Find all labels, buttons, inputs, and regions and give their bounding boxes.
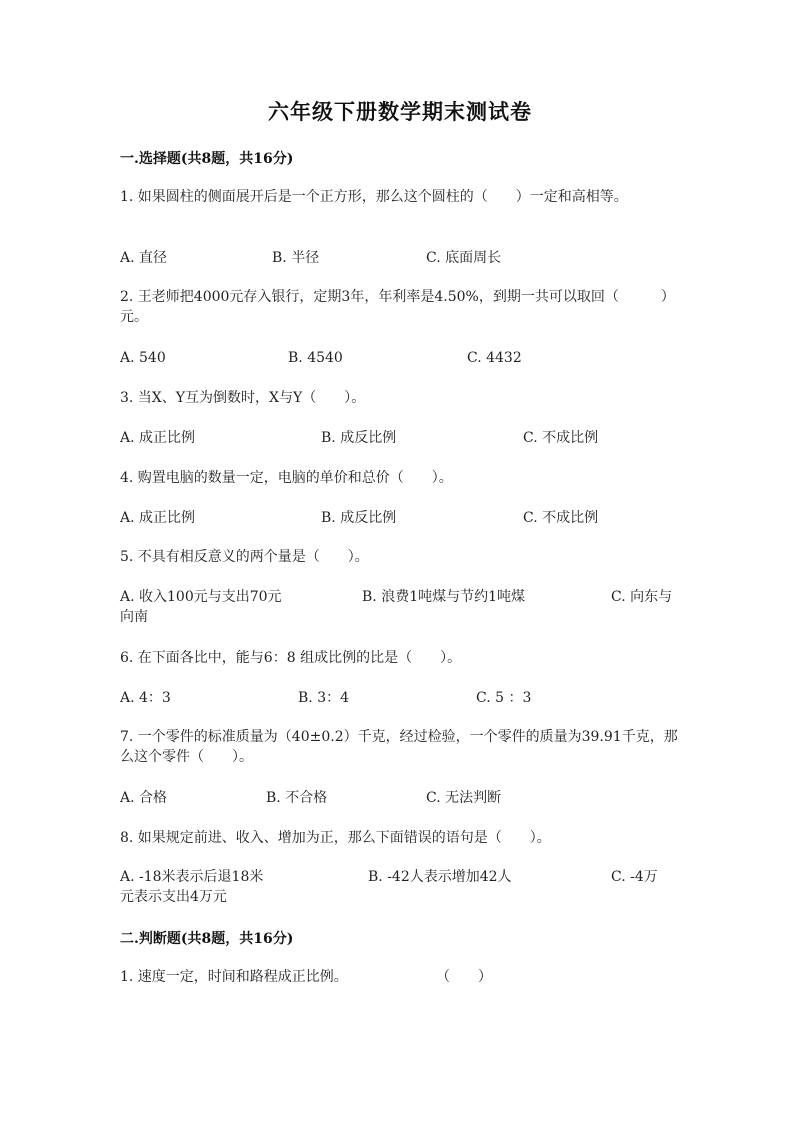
question-6-option-c: C. 5 ：3: [476, 690, 532, 706]
question-6-option-a: A. 4：3: [120, 690, 171, 706]
question-7-option-a: A. 合格: [120, 790, 168, 806]
question-3-option-a: A. 成正比例: [120, 430, 196, 446]
question-7-option-c: C. 无法判断: [426, 790, 502, 806]
question-4-text: 4. 购置电脑的数量一定，电脑的单价和总价（ ）。: [120, 470, 453, 486]
question-2-text: 2. 王老师把4000元存入银行，定期3年，年利率是4.50%，到期一共可以取回（ ）元。: [120, 289, 675, 325]
question-7-option-b: B. 不合格: [266, 790, 328, 806]
question-6-text: 6. 在下面各比中，能与6：8 组成比例的比是（ ）。: [120, 650, 462, 666]
question-8-option-a: A. -18米表示后退18米: [120, 869, 264, 885]
question-5-option-a: A. 收入100元与支出70元: [120, 589, 282, 605]
question-8-option-c-continued: 元表示支出4万元: [120, 889, 227, 905]
question-6-option-b: B. 3：4: [298, 690, 350, 706]
question-2-option-a: A. 540: [120, 350, 166, 366]
judgement-1-text: 1. 速度一定，时间和路程成正比例。: [120, 969, 348, 985]
question-2-option-b: B. 4540: [288, 350, 343, 366]
question-3-option-c: C. 不成比例: [523, 430, 599, 446]
question-3-text: 3. 当X、Y互为倒数时，X与Y（ ）。: [120, 390, 366, 406]
question-5-option-c-continued: 向南: [120, 609, 148, 625]
question-3-option-b: B. 成反比例: [321, 430, 397, 446]
question-1-option-b: B. 半径: [272, 250, 320, 266]
question-7-text: 7. 一个零件的标准质量为（40±0.2）千克，经过检验，一个零件的质量为39.91千克，那么这个零件（ ）。: [120, 729, 678, 765]
question-5-option-c: C. 向东与: [611, 589, 673, 605]
question-1-option-c: C. 底面周长: [426, 250, 502, 266]
section-header-choice: 一.选择题(共8题，共16分): [120, 151, 294, 167]
question-4-option-a: A. 成正比例: [120, 510, 196, 526]
question-5-option-b: B. 浪费1吨煤与节约1吨煤: [362, 589, 526, 605]
question-8-option-b: B. -42人表示增加42人: [368, 869, 512, 885]
question-4-option-c: C. 不成比例: [523, 510, 599, 526]
judgement-1-answer-blank: （ ）: [436, 969, 492, 985]
question-8-option-c: C. -4万: [611, 869, 658, 885]
question-8-text: 8. 如果规定前进、收入、增加为正，那么下面错误的语句是（ ）。: [120, 830, 551, 846]
page-title: 六年级下册数学期末测试卷: [268, 99, 532, 124]
question-5-text: 5. 不具有相反意义的两个量是（ ）。: [120, 549, 369, 565]
question-1-option-a: A. 直径: [120, 250, 168, 266]
question-8-options: [120, 867, 685, 907]
question-4-option-b: B. 成反比例: [321, 510, 397, 526]
question-2-option-c: C. 4432: [467, 350, 522, 366]
question-5-options: [120, 587, 685, 627]
question-1-text: 1. 如果圆柱的侧面展开后是一个正方形，那么这个圆柱的（ ）一定和高相等。: [120, 189, 628, 205]
section-header-judgement: 二.判断题(共8题，共16分): [120, 931, 294, 947]
